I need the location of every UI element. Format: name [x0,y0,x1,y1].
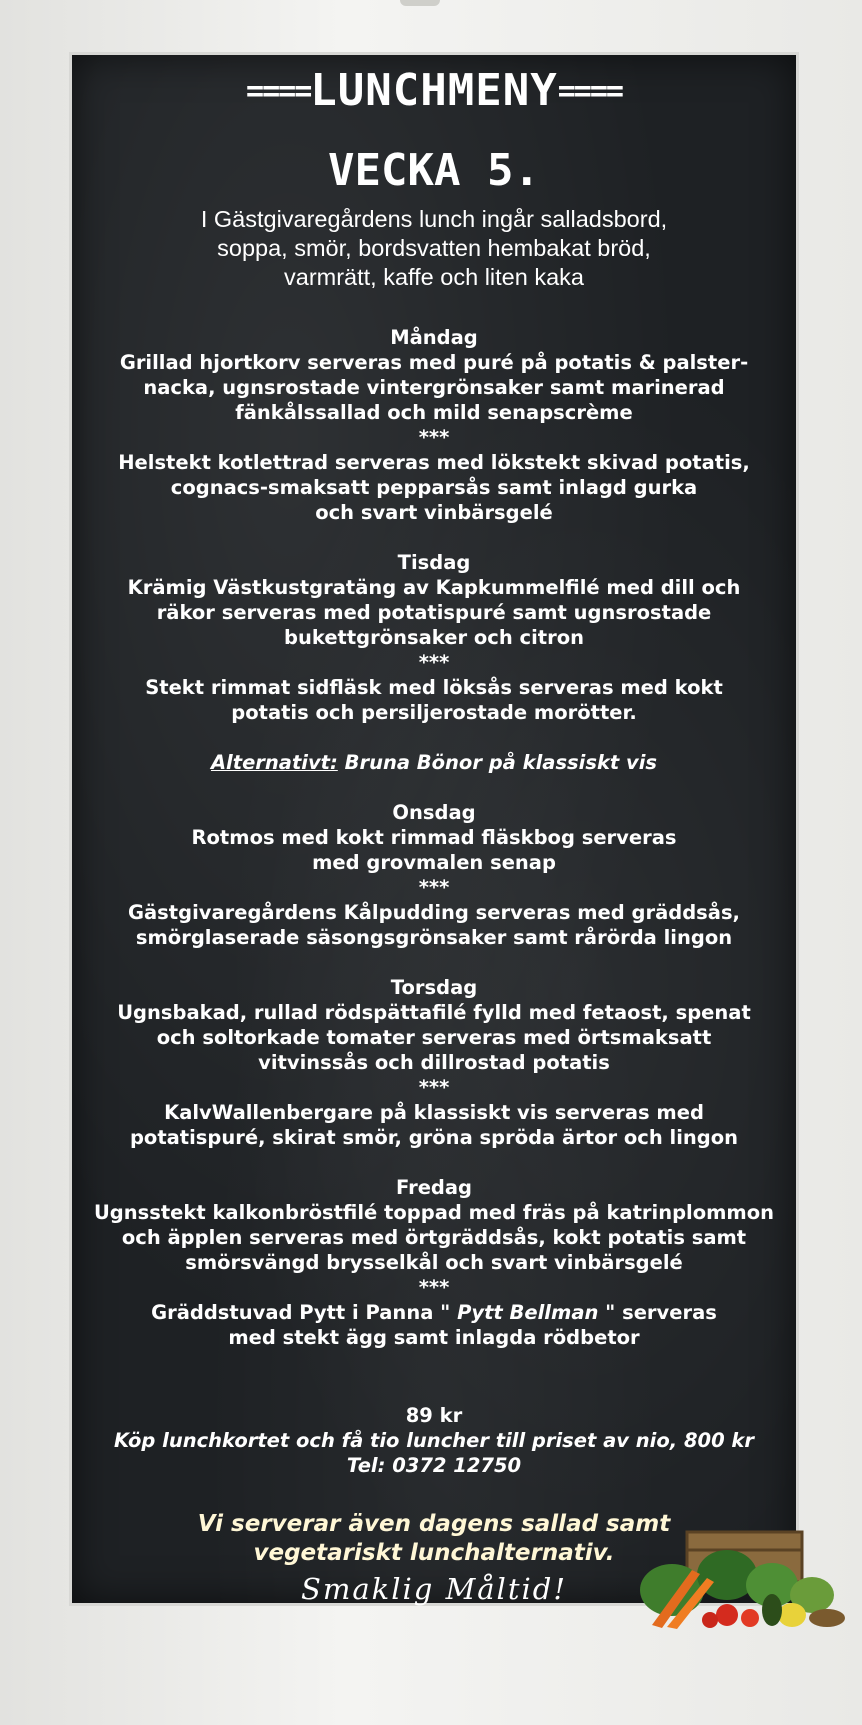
extra-line: Vi serverar även dagens sallad samt [197,1511,671,1537]
separator: *** [418,1276,450,1299]
pytt-name: " Pytt Bellman " [440,1301,616,1324]
hanging-hook [400,0,440,6]
day-name: Onsdag [392,801,476,824]
menu-line: nacka, ugnsrostade vintergrönsaker samt marinerad [143,376,725,399]
menu-line: smörglaserade säsongsgrönsaker samt rårörda lingon [135,926,733,949]
menu-line: Krämig Västkustgratäng av Kapkummelfilé med dill och [127,576,741,599]
intro-line: varmrätt, kaffe och liten kaka [284,264,584,290]
intro-line: soppa, smör, bordsvatten hembakat bröd, [217,235,651,261]
price: 89 kr [405,1404,463,1427]
menu-line: KalvWallenbergare på klassiskt vis serveras med [164,1101,704,1124]
menu-line: potatispuré, skirat smör, gröna spröda ärtor och lingon [129,1126,739,1149]
menu-line: vitvinssås och dillrostad potatis [258,1051,610,1074]
title-deco-left: ==== [246,74,311,109]
chalkboard-menu [72,55,796,1606]
menu-title [72,63,796,120]
menu-line: Ugnsstekt kalkonbröstfilé toppad med fräs på katrinplommon [93,1201,775,1224]
menu-line [72,1300,796,1325]
alternative-text: Bruna Bönor på klassiskt vis [337,751,658,774]
pytt-pre: Gräddstuvad Pytt i Panna [151,1301,441,1324]
menu-line: potatis och persiljerostade morötter. [231,701,637,724]
menu-line: och soltorkade tomater serveras med örtsmaksatt [156,1026,712,1049]
title-deco-right: ==== [557,74,622,109]
alternative-label: Alternativt: [210,751,338,774]
menu-line: och svart vinbärsgelé [315,501,553,524]
menu-line: Grillad hjortkorv serveras med puré på potatis & palster- [119,351,749,374]
signoff: Smaklig Måltid! [301,1572,567,1606]
separator: *** [418,426,450,449]
week-label: VECKA 5. [328,145,540,196]
intro-text [102,205,766,292]
extra-line: vegetariskt lunchalternativ. [253,1540,615,1566]
menu-line: med stekt ägg samt inlagda rödbetor [228,1326,640,1349]
menu-line: Ugnsbakad, rullad rödspättafilé fylld med fetaost, spenat [117,1001,751,1024]
weekly-menu [72,325,796,1350]
menu-line: och äpplen serveras med örtgräddsås, kokt potatis samt [121,1226,747,1249]
day-name: Tisdag [397,551,471,574]
menu-line: med grovmalen senap [312,851,556,874]
separator: *** [418,1076,450,1099]
price-info [72,1403,796,1478]
day-monday [72,325,796,525]
pytt-post: serveras [615,1301,717,1324]
day-tuesday [72,550,796,775]
alternative-dish [72,750,796,775]
menu-line: fänkålssallad och mild senapscrème [235,401,633,424]
day-name: Måndag [390,326,478,349]
separator: *** [418,876,450,899]
separator: *** [418,651,450,674]
menu-line: räkor serveras med potatispuré samt ugnsrostade [156,601,712,624]
day-wednesday [72,800,796,950]
menu-line: Stekt rimmat sidfläsk med löksås serveras med kokt [145,676,723,699]
vegetable-crate-icon [632,1530,862,1630]
day-thursday [72,975,796,1150]
intro-line: I Gästgivaregårdens lunch ingår salladsbord, [200,206,668,232]
menu-line: Rotmos med kokt rimmad fläskbog serveras [191,826,677,849]
menu-line: Gästgivaregårdens Kålpudding serveras med gräddsås, [128,901,740,924]
menu-line: cognacs-smaksatt pepparsås samt inlagd gurka [170,476,698,499]
day-friday [72,1175,796,1350]
lunch-card-offer: Köp lunchkortet och få tio luncher till priset av nio, 800 kr [113,1429,755,1452]
day-name: Torsdag [390,976,478,999]
menu-line: bukettgrönsaker och citron [284,626,584,649]
phone-number: Tel: 0372 12750 [346,1454,522,1477]
title-text: LUNCHMENY [310,65,558,116]
menu-line: smörsvängd brysselkål och svart vinbärsgelé [185,1251,683,1274]
menu-line: Helstekt kotlettrad serveras med lökstekt skivad potatis, [118,451,750,474]
day-name: Fredag [396,1176,472,1199]
